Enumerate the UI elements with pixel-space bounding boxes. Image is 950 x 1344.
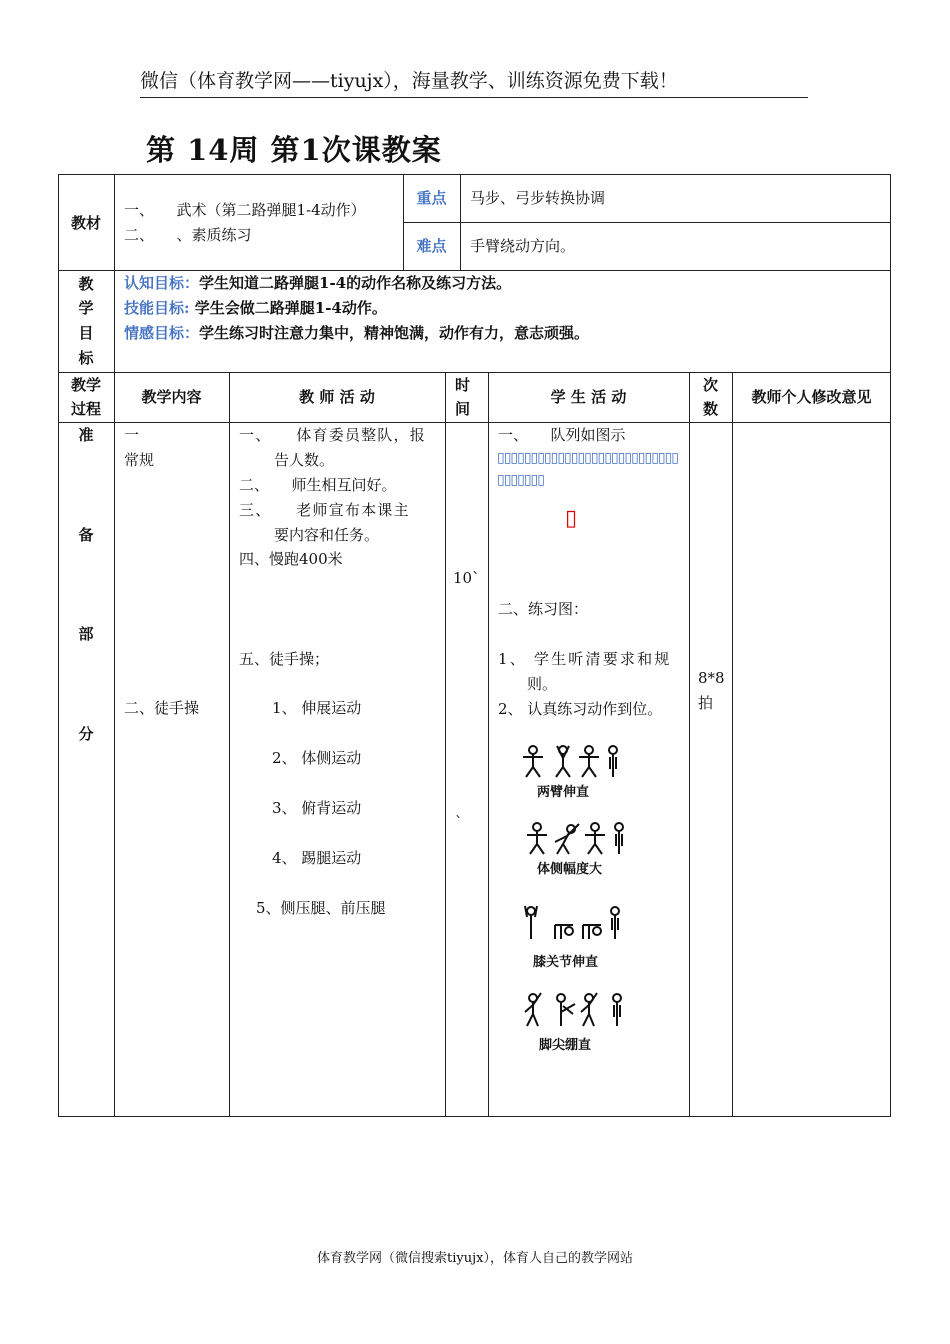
- student-line-1: 一、 队列如图示: [498, 426, 626, 444]
- goals-label-1: 教: [78, 275, 94, 293]
- process-table: [58, 372, 891, 1117]
- col-teacher: 教 师 活 动: [299, 388, 375, 406]
- section-label-1: 准: [78, 426, 94, 444]
- exercise-caption-1: 两臂伸直: [537, 785, 590, 800]
- student-line-2: 二、练习图：: [498, 600, 589, 618]
- col-count-1: 次: [702, 376, 718, 394]
- col-student: 学 生 活 动: [550, 388, 627, 406]
- jiaocai-label: 教材: [70, 214, 101, 232]
- teacher-line-11: 4、 踢腿运动: [272, 849, 362, 867]
- col-count-2: 数: [702, 400, 718, 418]
- teacher-line-8: 1、 伸展运动: [272, 699, 362, 717]
- teacher-line-3: 二、 师生相互问好。: [239, 476, 397, 494]
- student-line-4: 则。: [527, 675, 558, 693]
- goals-label-2: 学: [78, 299, 94, 317]
- teacher-line-9: 2、 体侧运动: [272, 749, 362, 767]
- count-unit: 拍: [698, 694, 714, 712]
- section-label-2: 备: [78, 526, 94, 544]
- teacher-line-10: 3、 俯背运动: [272, 799, 362, 817]
- exercise-figure-bend: [521, 905, 625, 941]
- time-value: 10`: [453, 569, 480, 587]
- nandian-label: 难点: [416, 237, 447, 255]
- teacher-line-1: 一、 体育委员整队，报: [239, 426, 426, 444]
- time-mark: `: [455, 813, 463, 831]
- col-process-1: 教学: [70, 376, 101, 394]
- goal-cognitive: 认知目标：学生知道二路弹腿1-4的动作名称及练习方法。: [124, 274, 512, 292]
- section-label-4: 分: [78, 725, 94, 743]
- teacher-line-2: 告人数。: [274, 451, 335, 469]
- exercise-caption-3: 膝关节伸直: [533, 955, 599, 970]
- page-header: 微信（体育教学网——tiyujx），海量教学、训练资源免费下载！: [140, 66, 808, 98]
- zhongdian-value: 马步、弓步转换协调: [470, 189, 606, 207]
- formation-diagram: ▯▯▯▯▯▯▯▯▯▯▯▯▯▯▯▯▯▯▯▯▯▯▯▯▯▯▯▯▯▯▯▯▯▯: [497, 450, 679, 488]
- section-label-3: 部: [78, 625, 94, 643]
- page-footer: 体育教学网（微信搜索tiyujx），体育人自己的教学网站: [317, 1251, 633, 1266]
- content-1: 一: [124, 426, 140, 444]
- teacher-line-7: 五、徒手操；: [239, 650, 330, 668]
- col-time-2: 间: [454, 400, 470, 418]
- page-title: 第 14周 第1次课教案: [146, 133, 442, 167]
- goal-skill: 技能目标: 学生会做二路弹腿1-4动作。: [124, 299, 387, 317]
- teacher-line-6: 四、慢跑400米: [239, 550, 343, 568]
- col-content: 教学内容: [141, 388, 202, 406]
- student-line-3: 1、 学生听清要求和规: [498, 650, 672, 668]
- goal-affective: 情感目标：学生练习时注意力集中，精神饱满，动作有力，意志顽强。: [124, 324, 590, 342]
- jiaocai-item-1: 一、 武术（第二路弹腿1-4动作）: [124, 201, 366, 219]
- teacher-line-4: 三、 老师宣布本课主: [239, 501, 410, 519]
- jiaocai-item-2: 二、 、素质练习: [124, 226, 252, 244]
- exercise-figure-stretch: [521, 745, 625, 779]
- zhongdian-label: 重点: [416, 189, 447, 207]
- nandian-value: 手臂绕动方向。: [470, 237, 576, 255]
- col-notes: 教师个人修改意见: [751, 388, 872, 406]
- col-process-2: 过程: [70, 400, 101, 418]
- exercise-figure-side: [525, 822, 629, 856]
- exercise-caption-2: 体侧幅度大: [537, 862, 603, 877]
- goals-label-4: 标: [78, 349, 94, 367]
- content-3: 二、徒手操: [124, 699, 200, 717]
- goals-label-3: 目: [78, 324, 94, 342]
- content-2: 常规: [124, 451, 155, 469]
- exercise-figure-kick: [523, 990, 627, 1028]
- exercise-caption-4: 脚尖绷直: [539, 1038, 592, 1053]
- teacher-marker: ▯: [565, 506, 578, 531]
- teacher-line-5: 要内容和任务。: [274, 526, 380, 544]
- col-time-1: 时: [454, 376, 470, 394]
- student-line-5: 2、 认真练习动作到位。: [498, 700, 663, 718]
- teacher-line-12: 5、侧压腿、前压腿: [256, 899, 386, 917]
- count-value: 8*8: [698, 669, 725, 687]
